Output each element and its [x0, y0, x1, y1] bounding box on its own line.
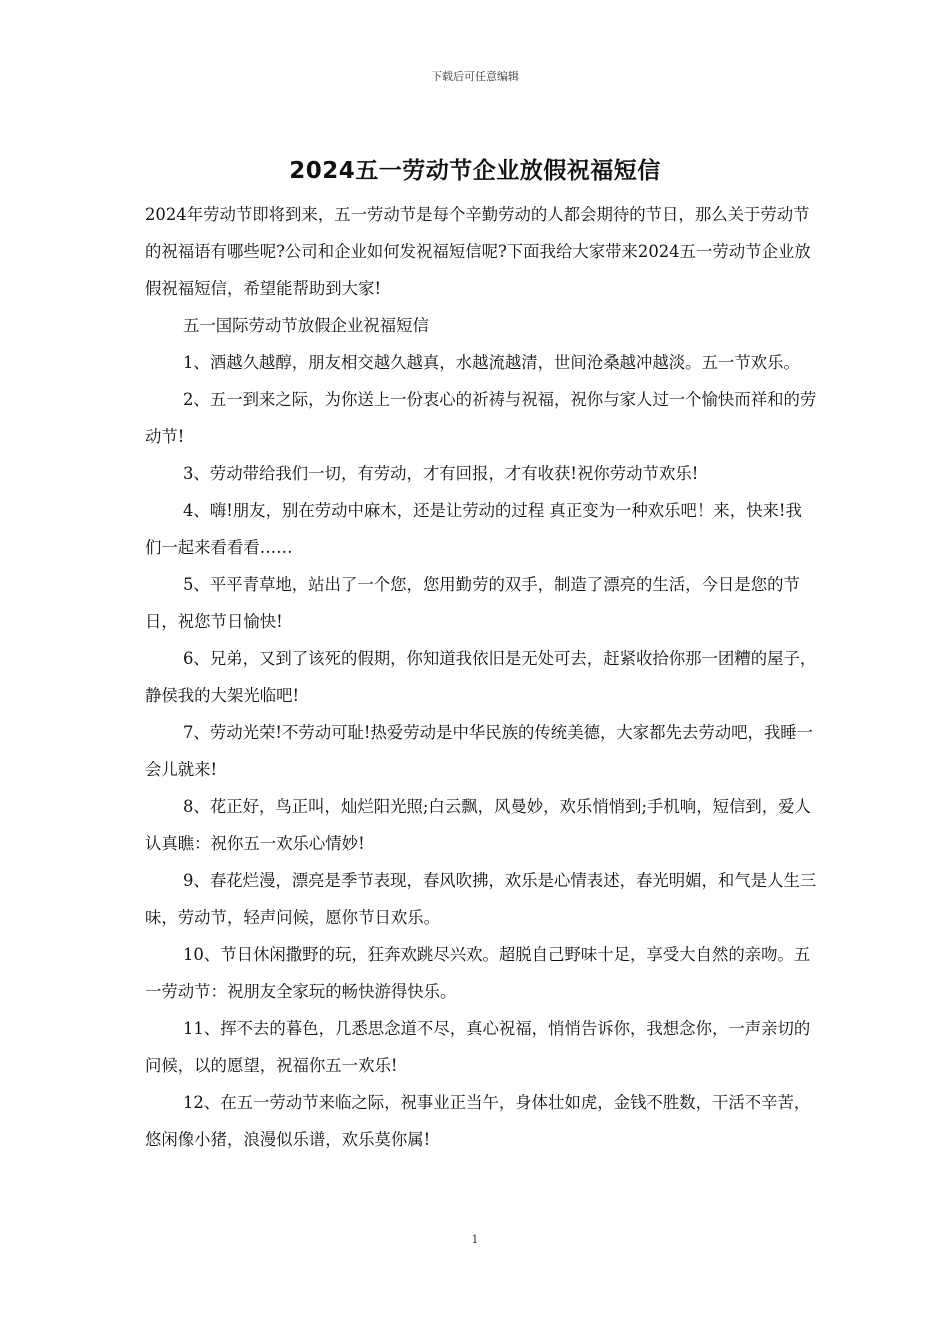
page-number: 1 [471, 1233, 479, 1246]
list-item: 6、兄弟，又到了该死的假期，你知道我依旧是无处可去，赶紧收拾你那一团糟的屋子，静侯我的大架光临吧! [145, 649, 817, 705]
list-item: 5、平平青草地，站出了一个您，您用勤劳的双手，制造了漂亮的生活，今日是您的节日，祝您节日愉快! [145, 575, 800, 631]
list-item: 9、春花烂漫，漂亮是季节表现，春风吹拂，欢乐是心情表述，春光明媚，和气是人生三味，劳动节，轻声问候，愿你节日欢乐。 [145, 871, 817, 927]
document-body [145, 196, 817, 1158]
section-heading: 五一国际劳动节放假企业祝福短信 [183, 316, 429, 335]
intro-paragraph: 2024年劳动节即将到来，五一劳动节是每个辛勤劳动的人都会期待的节日，那么关于劳动节的祝福语有哪些呢?公司和企业如何发祝福短信呢?下面我给大家带来2024五一劳动节企业放假祝福短信，希望能帮助到大家! [145, 205, 811, 298]
list-item: 1、酒越久越醇，朋友相交越久越真，水越流越清，世间沧桑越冲越淡。五一节欢乐。 [183, 353, 800, 372]
list-item: 11、挥不去的暮色，几悉思念道不尽，真心祝福，悄悄告诉你，我想念你，一声亲切的问候，以的愿望，祝福你五一欢乐! [145, 1019, 811, 1075]
page-header-note: 下载后可任意编辑 [431, 70, 519, 83]
list-item: 12、在五一劳动节来临之际，祝事业正当午，身体壮如虎，金钱不胜数，干活不辛苦，悠闲像小猪，浪漫似乐谱，欢乐莫你属! [145, 1093, 811, 1149]
list-item: 2、五一到来之际，为你送上一份衷心的祈祷与祝福，祝你与家人过一个愉快而祥和的劳动节! [145, 390, 817, 446]
list-item: 10、节日休闲撒野的玩，狂奔欢跳尽兴欢。超脱自己野味十足，享受大自然的亲吻。五一劳动节：祝朋友全家玩的畅快游得快乐。 [145, 945, 811, 1001]
document-title: 2024五一劳动节企业放假祝福短信 [289, 158, 661, 184]
list-item: 8、花正好，鸟正叫，灿烂阳光照;白云飘，风曼妙，欢乐悄悄到;手机响，短信到，爱人认真瞧：祝你五一欢乐心情妙! [145, 797, 811, 853]
list-item: 3、劳动带给我们一切，有劳动，才有回报，才有收获!祝你劳动节欢乐! [183, 464, 699, 483]
list-item: 4、嗨!朋友，别在劳动中麻木，还是让劳动的过程 真正变为一种欢乐吧！来，快来!我们一起来看看看…… [145, 501, 802, 557]
list-item: 7、劳动光荣!不劳动可耻!热爱劳动是中华民族的传统美德，大家都先去劳动吧，我睡一会儿就来! [145, 723, 814, 779]
